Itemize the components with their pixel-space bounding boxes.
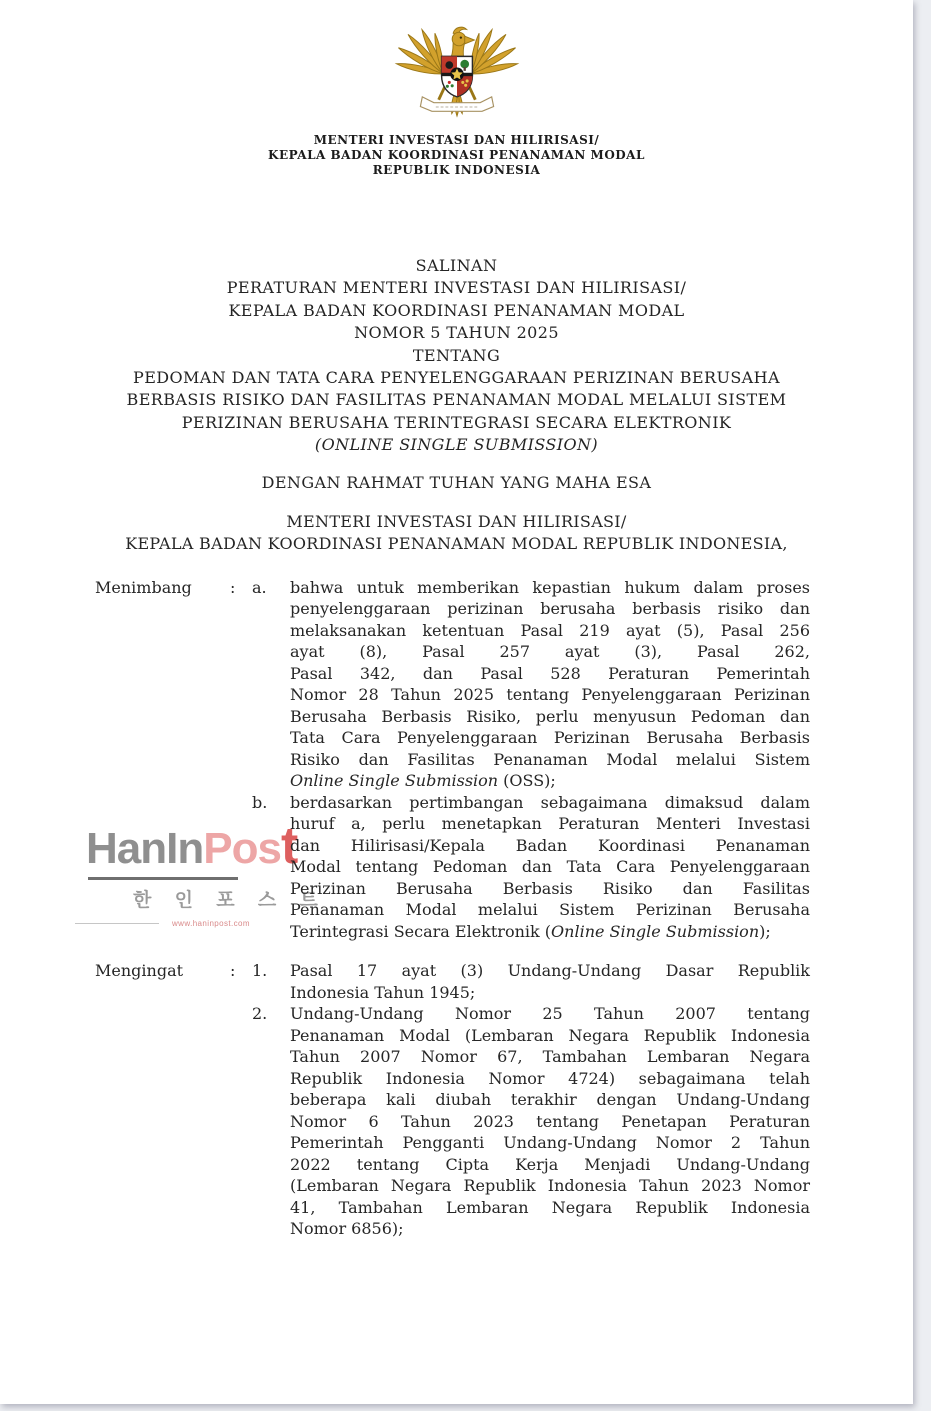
clause-colon: :	[230, 577, 236, 597]
paragraph-line: Terintegrasi Secara Elektronik (Online Single Submission);	[290, 921, 771, 941]
watermark-url: www.haninpost.com	[172, 918, 250, 928]
paragraph-line: Berusaha Berbasis Risiko, perlu menyusun Pedoman dan	[290, 706, 810, 726]
title-line-tentang: TENTANG	[412, 345, 501, 365]
title-line: KEPALA BADAN KOORDINASI PENANAMAN MODAL	[228, 300, 685, 320]
paragraph-line: Nomor 6 Tahun 2023 tentang Penetapan Peraturan	[290, 1111, 810, 1131]
motto-line: DENGAN RAHMAT TUHAN YANG MAHA ESA	[261, 472, 652, 492]
paragraph-line: Perizinan Berusaha Berbasis Risiko dan Fasilitas	[290, 878, 810, 898]
paragraph-line: Undang-Undang Nomor 25 Tahun 2007 tentang	[290, 1004, 810, 1024]
ministry-line: REPUBLIK INDONESIA	[372, 163, 541, 177]
document-title	[0, 255, 913, 457]
paragraph-line: Risiko dan Fasilitas Penanaman Modal melalui Sistem	[290, 749, 810, 769]
clause-label: Mengingat	[95, 961, 184, 981]
paragraph-line: melaksanakan ketentuan Pasal 219 ayat (5), Pasal 256	[290, 620, 810, 640]
paragraph-line: bahwa untuk memberikan kepastian hukum dalam proses	[290, 577, 810, 597]
clause-colon: :	[230, 961, 236, 981]
item-marker: 1.	[252, 961, 268, 981]
list-item-a	[252, 577, 810, 792]
paragraph-line: Penanaman Modal (Lembaran Negara Republik Indonesia	[290, 1025, 810, 1045]
ministry-line: MENTERI INVESTASI DAN HILIRISASI/	[313, 133, 600, 147]
title-line: BERBASIS RISIKO DAN FASILITAS PENANAMAN MODAL MELALUI SISTEM	[126, 390, 787, 410]
title-line: PERATURAN MENTERI INVESTASI DAN HILIRISASI/	[226, 278, 687, 298]
item-marker: b.	[252, 792, 268, 812]
paragraph-line: Nomor 28 Tahun 2025 tentang Penyelenggaraan Perizinan	[290, 685, 810, 705]
paragraph-line: Tata Cara Penyelenggaraan Perizinan Berusaha Berbasis	[290, 728, 810, 748]
paragraph-line: ayat (8), Pasal 257 ayat (3), Pasal 262,	[290, 642, 810, 662]
clause-label: Menimbang	[95, 577, 192, 597]
paragraph-line: Republik Indonesia Nomor 4724) sebagaimana telah	[290, 1068, 810, 1088]
watermark-korean-text: 한 인 포 스 트	[133, 889, 327, 911]
paragraph-line: dan Hilirisasi/Kepala Badan Koordinasi Penanaman	[290, 835, 810, 855]
title-line-oss: (ONLINE SINGLE SUBMISSION)	[314, 435, 599, 455]
paragraph-line: huruf a, perlu menetapkan Peraturan Menteri Investasi	[290, 814, 810, 834]
title-line: PERIZINAN BERUSAHA TERINTEGRASI SECARA ELEKTRONIK	[181, 412, 732, 432]
clause-menimbang	[95, 577, 913, 943]
title-line-nomor: NOMOR 5 TAHUN 2025	[354, 323, 559, 343]
paragraph-line: Pemerintah Pengganti Undang-Undang Nomor 2 Tahun	[290, 1133, 810, 1153]
paragraph-line: berdasarkan pertimbangan sebagaimana dimaksud dalam	[290, 792, 810, 812]
paragraph-line: Online Single Submission (OSS);	[290, 771, 556, 791]
authority-block	[0, 511, 913, 556]
paragraph-line: beberapa kali diubah terakhir dengan Undang-Undang	[290, 1090, 810, 1110]
garuda-pancasila-emblem	[392, 14, 522, 120]
ministry-letterhead	[268, 133, 645, 178]
title-line-salinan: SALINAN	[415, 256, 498, 275]
paragraph-line: Indonesia Tahun 1945;	[290, 982, 476, 1002]
paragraph-line: 41, Tambahan Lembaran Negara Republik Indonesia	[290, 1197, 810, 1217]
paragraph-line: Nomor 6856);	[290, 1219, 404, 1239]
item-marker: a.	[252, 577, 267, 597]
paragraph-line: 2022 tentang Cipta Kerja Menjadi Undang-Undang	[290, 1154, 810, 1174]
list-item-2	[252, 1003, 810, 1240]
list-item-1	[252, 960, 810, 1003]
paragraph-line: Tahun 2007 Nomor 67, Tambahan Lembaran Negara	[290, 1047, 810, 1067]
list-item-b	[252, 792, 810, 943]
logo-text-gray: HanIn	[86, 824, 204, 873]
item-marker: 2.	[252, 1004, 268, 1024]
ministry-line: KEPALA BADAN KOORDINASI PENANAMAN MODAL	[268, 148, 645, 162]
paragraph-line: penyelenggaraan perizinan berusaha berbasis risiko dan	[290, 599, 810, 619]
paragraph-line: Pasal 17 ayat (3) Undang-Undang Dasar Republik	[290, 961, 810, 981]
authority-line: MENTERI INVESTASI DAN HILIRISASI/	[286, 512, 627, 532]
authority-line: KEPALA BADAN KOORDINASI PENANAMAN MODAL REPUBLIK INDONESIA,	[125, 534, 788, 554]
paragraph-line: Pasal 342, dan Pasal 528 Peraturan Pemerintah	[290, 663, 810, 683]
letterhead	[0, 0, 913, 178]
paragraph-line: Modal tentang Pedoman dan Tata Cara Penyelenggaraan	[290, 857, 810, 877]
logo-text-pink: Pos	[203, 824, 281, 873]
clause-mengingat	[95, 960, 913, 1240]
paragraph-line: Penanaman Modal melalui Sistem Perizinan Berusaha	[290, 900, 810, 920]
paragraph-line: (Lembaran Negara Republik Indonesia Tahun 2023 Nomor	[290, 1176, 810, 1196]
title-line: PEDOMAN DAN TATA CARA PENYELENGGARAAN PERIZINAN BERUSAHA	[133, 368, 780, 388]
logo-text-accent: t	[280, 817, 298, 875]
